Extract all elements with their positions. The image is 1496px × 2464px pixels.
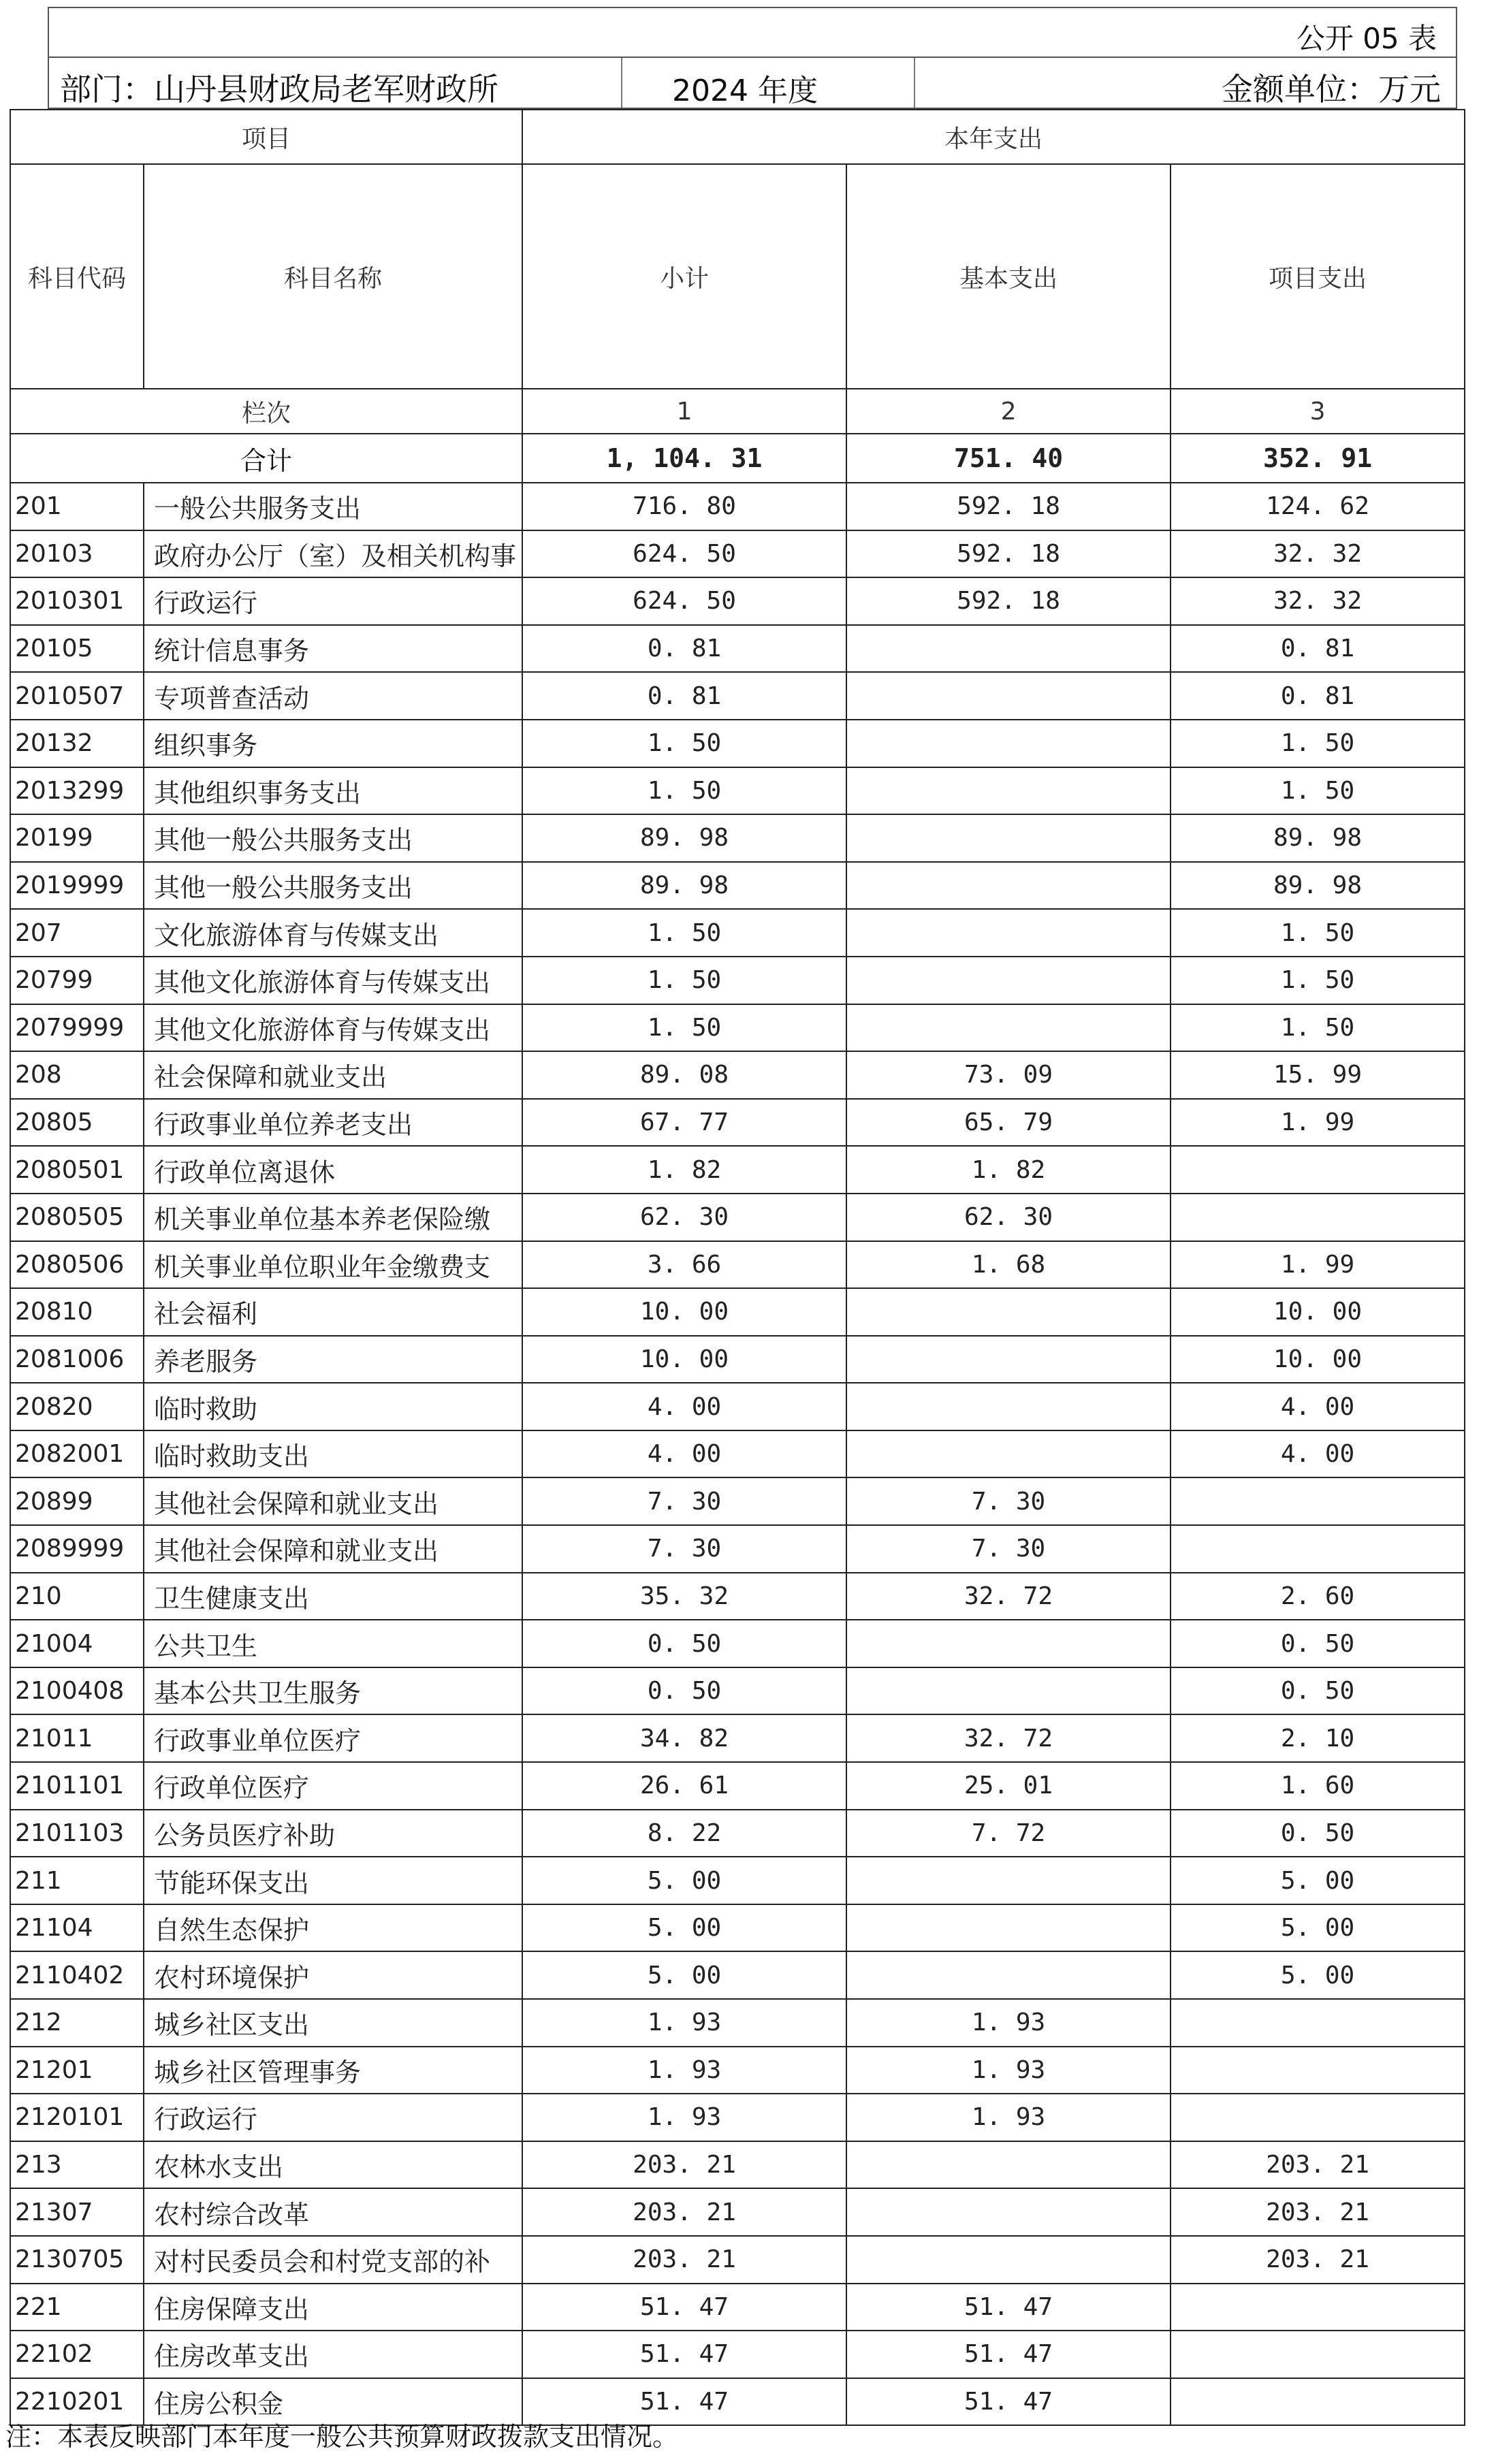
subject-code-cell: 221 [10, 2284, 144, 2331]
subject-name-cell: 公共卫生 [144, 1620, 522, 1667]
subtotal-cell: 1. 50 [522, 909, 846, 957]
table-row [10, 1383, 1465, 1430]
basic-expense-cell: 25. 01 [846, 1762, 1171, 1810]
basic-expense-cell: 592. 18 [846, 577, 1171, 625]
project-expense-cell [1171, 1525, 1465, 1573]
project-expense-cell: 32. 32 [1171, 530, 1465, 578]
table-row [10, 530, 1465, 578]
project-expense-cell: 5. 00 [1171, 1951, 1465, 1999]
subject-code-cell: 2080506 [10, 1241, 144, 1289]
basic-expense-cell [846, 2236, 1171, 2284]
subtotal-cell: 26. 61 [522, 1762, 846, 1810]
subject-code-cell: 2081006 [10, 1336, 144, 1383]
project-expense-cell: 0. 50 [1171, 1810, 1465, 1857]
subject-code-cell: 212 [10, 1999, 144, 2047]
project-expense-cell: 32. 32 [1171, 577, 1465, 625]
basic-expense-cell [846, 1904, 1171, 1952]
subtotal-cell: 0. 50 [522, 1667, 846, 1715]
basic-expense-cell [846, 1430, 1171, 1478]
project-expense-cell [1171, 2331, 1465, 2378]
subtotal-cell: 1. 50 [522, 1004, 846, 1052]
subject-code-cell: 20199 [10, 814, 144, 862]
project-expense-cell: 1. 99 [1171, 1099, 1465, 1147]
subject-code-cell: 2080505 [10, 1194, 144, 1241]
project-expense-cell: 1. 50 [1171, 957, 1465, 1004]
subtotal-cell: 203. 21 [522, 2188, 846, 2236]
table-row [10, 483, 1465, 530]
basic-expense-cell: 1. 82 [846, 1146, 1171, 1194]
subject-name-cell: 其他组织事务支出 [144, 767, 522, 815]
table-row [10, 1714, 1465, 1762]
total-subtotal: 1, 104. 31 [522, 434, 846, 483]
subject-code-cell: 20899 [10, 1477, 144, 1525]
subtotal-cell: 35. 32 [522, 1573, 846, 1620]
table-row [10, 2331, 1465, 2378]
basic-expense-cell: 1. 93 [846, 1999, 1171, 2047]
project-expense-cell: 0. 81 [1171, 672, 1465, 720]
project-expense-cell: 10. 00 [1171, 1288, 1465, 1336]
subject-name-cell: 对村民委员会和村党支部的补 [144, 2236, 522, 2284]
project-expense-cell [1171, 1194, 1465, 1241]
subject-code-cell: 213 [10, 2141, 144, 2189]
subject-code-cell: 2019999 [10, 862, 144, 910]
subject-name-cell: 文化旅游体育与传媒支出 [144, 909, 522, 957]
subject-name-cell: 住房公积金 [144, 2378, 522, 2426]
project-expense-cell: 15. 99 [1171, 1051, 1465, 1099]
subject-name-cell: 城乡社区支出 [144, 1999, 522, 2047]
column-index-label: 栏次 [10, 389, 522, 434]
subject-code-header: 科目代码 [10, 164, 144, 389]
basic-expense-cell: 1. 68 [846, 1241, 1171, 1289]
project-expense-cell: 10. 00 [1171, 1336, 1465, 1383]
basic-expense-cell [846, 767, 1171, 815]
basic-expense-cell: 51. 47 [846, 2378, 1171, 2426]
subject-code-cell: 2210201 [10, 2378, 144, 2426]
project-expense-cell: 5. 00 [1171, 1857, 1465, 1904]
basic-expense-cell: 1. 93 [846, 2047, 1171, 2094]
basic-expense-cell [846, 1383, 1171, 1430]
subtotal-cell: 1. 93 [522, 1999, 846, 2047]
project-expense-header: 项目支出 [1171, 164, 1465, 389]
project-expense-cell [1171, 2094, 1465, 2141]
table-row [10, 1430, 1465, 1478]
total-project: 352. 91 [1171, 434, 1465, 483]
subject-code-cell: 21004 [10, 1620, 144, 1667]
table-row [10, 1146, 1465, 1194]
column-index-3: 3 [1171, 389, 1465, 434]
table-row [10, 1477, 1465, 1525]
project-expense-cell: 0. 81 [1171, 625, 1465, 673]
subtotal-cell: 51. 47 [522, 2284, 846, 2331]
subject-name-cell: 城乡社区管理事务 [144, 2047, 522, 2094]
table-row [10, 1857, 1465, 1904]
basic-expense-cell [846, 1857, 1171, 1904]
table-row [10, 1810, 1465, 1857]
subtotal-cell: 203. 21 [522, 2141, 846, 2189]
project-expense-cell [1171, 2047, 1465, 2094]
table-row [10, 957, 1465, 1004]
subject-name-cell: 其他文化旅游体育与传媒支出 [144, 1004, 522, 1052]
subject-code-cell: 2100408 [10, 1667, 144, 1715]
project-expense-cell [1171, 1477, 1465, 1525]
subject-code-cell: 2101103 [10, 1810, 144, 1857]
column-index-2: 2 [846, 389, 1171, 434]
table-row [10, 862, 1465, 910]
subject-name-cell: 机关事业单位职业年金缴费支 [144, 1241, 522, 1289]
basic-expense-cell [846, 2141, 1171, 2189]
table-row [10, 1099, 1465, 1147]
basic-expense-cell [846, 1004, 1171, 1052]
table-row [10, 1241, 1465, 1289]
basic-expense-cell: 1. 93 [846, 2094, 1171, 2141]
subject-name-cell: 社会福利 [144, 1288, 522, 1336]
subject-name-cell: 农村环境保护 [144, 1951, 522, 1999]
subject-name-cell: 自然生态保护 [144, 1904, 522, 1952]
subtotal-cell: 34. 82 [522, 1714, 846, 1762]
basic-expense-cell: 32. 72 [846, 1573, 1171, 1620]
subject-code-cell: 2013299 [10, 767, 144, 815]
subject-code-cell: 20105 [10, 625, 144, 673]
table-row [10, 625, 1465, 673]
basic-expense-cell: 7. 30 [846, 1477, 1171, 1525]
column-index-row [10, 389, 1465, 434]
project-expense-cell: 1. 99 [1171, 1241, 1465, 1289]
subject-name-cell: 行政单位医疗 [144, 1762, 522, 1810]
subtotal-cell: 716. 80 [522, 483, 846, 530]
basic-expense-cell: 65. 79 [846, 1099, 1171, 1147]
divider [621, 58, 622, 108]
subject-code-cell: 20132 [10, 720, 144, 767]
subject-code-cell: 2082001 [10, 1430, 144, 1478]
subject-code-cell: 2101101 [10, 1762, 144, 1810]
department-label: 部门：山丹县财政局老军财政所 [60, 71, 498, 108]
subtotal-cell: 624. 50 [522, 530, 846, 578]
subject-name-cell: 专项普查活动 [144, 672, 522, 720]
subject-code-cell: 2110402 [10, 1951, 144, 1999]
basic-expense-cell: 73. 09 [846, 1051, 1171, 1099]
subject-name-cell: 行政事业单位医疗 [144, 1714, 522, 1762]
table-row [10, 1336, 1465, 1383]
subject-name-cell: 其他社会保障和就业支出 [144, 1477, 522, 1525]
table-row [10, 1904, 1465, 1952]
subject-name-cell: 卫生健康支出 [144, 1573, 522, 1620]
subtotal-cell: 1. 50 [522, 957, 846, 1004]
subject-code-cell: 20799 [10, 957, 144, 1004]
project-expense-cell: 203. 21 [1171, 2188, 1465, 2236]
table-row [10, 672, 1465, 720]
subject-name-cell: 基本公共卫生服务 [144, 1667, 522, 1715]
table-code: 公开 05 表 [1296, 22, 1437, 55]
subject-name-cell: 农村综合改革 [144, 2188, 522, 2236]
project-expense-cell: 1. 50 [1171, 720, 1465, 767]
subtotal-cell: 4. 00 [522, 1430, 846, 1478]
project-expense-cell: 89. 98 [1171, 862, 1465, 910]
project-expense-cell: 89. 98 [1171, 814, 1465, 862]
subtotal-cell: 1. 82 [522, 1146, 846, 1194]
table-info-bar [48, 58, 1457, 109]
table-row [10, 1525, 1465, 1573]
basic-expense-cell [846, 1951, 1171, 1999]
subject-name-cell: 节能环保支出 [144, 1857, 522, 1904]
subject-code-cell: 2089999 [10, 1525, 144, 1573]
subtotal-cell: 10. 00 [522, 1288, 846, 1336]
basic-expense-cell: 7. 30 [846, 1525, 1171, 1573]
project-expense-cell: 0. 50 [1171, 1620, 1465, 1667]
project-expense-cell [1171, 2284, 1465, 2331]
subject-code-cell: 20820 [10, 1383, 144, 1430]
basic-expense-cell [846, 625, 1171, 673]
basic-expense-cell [846, 2188, 1171, 2236]
subtotal-cell: 62. 30 [522, 1194, 846, 1241]
table-row [10, 814, 1465, 862]
subtotal-header: 小计 [522, 164, 846, 389]
table-row [10, 1573, 1465, 1620]
subtotal-cell: 1. 93 [522, 2047, 846, 2094]
subject-code-cell: 21104 [10, 1904, 144, 1952]
project-expense-cell: 2. 10 [1171, 1714, 1465, 1762]
project-expense-cell: 5. 00 [1171, 1904, 1465, 1952]
table-row [10, 2188, 1465, 2236]
table-row [10, 767, 1465, 815]
subtotal-cell: 5. 00 [522, 1857, 846, 1904]
fiscal-year: 2024 年度 [672, 74, 818, 108]
current-year-expense-header: 本年支出 [522, 110, 1465, 164]
expenditure-table [10, 109, 1465, 2426]
subject-code-cell: 21201 [10, 2047, 144, 2094]
basic-expense-cell [846, 814, 1171, 862]
subject-code-cell: 2130705 [10, 2236, 144, 2284]
subheader-row [10, 164, 1465, 389]
subtotal-cell: 624. 50 [522, 577, 846, 625]
subject-name-cell: 其他文化旅游体育与传媒支出 [144, 957, 522, 1004]
amount-unit: 金额单位：万元 [1222, 71, 1441, 108]
subject-name-header: 科目名称 [144, 164, 522, 389]
item-header: 项目 [10, 110, 522, 164]
project-expense-cell: 2. 60 [1171, 1573, 1465, 1620]
basic-expense-cell [846, 672, 1171, 720]
subject-name-cell: 组织事务 [144, 720, 522, 767]
table-note: 注：本表反映部门本年度一般公共预算财政拨款支出情况。 [5, 2422, 679, 2452]
project-expense-cell [1171, 2378, 1465, 2426]
subject-name-cell: 政府办公厅（室）及相关机构事 [144, 530, 522, 578]
subtotal-cell: 89. 98 [522, 814, 846, 862]
table-code-bar [48, 7, 1457, 58]
total-basic: 751. 40 [846, 434, 1171, 483]
subtotal-cell: 5. 00 [522, 1904, 846, 1952]
subtotal-cell: 1. 50 [522, 767, 846, 815]
subject-name-cell: 行政运行 [144, 577, 522, 625]
basic-expense-cell: 592. 18 [846, 483, 1171, 530]
table-row [10, 577, 1465, 625]
subtotal-cell: 7. 30 [522, 1525, 846, 1573]
table-row [10, 2236, 1465, 2284]
subject-code-cell: 207 [10, 909, 144, 957]
divider [914, 58, 915, 108]
basic-expense-cell: 51. 47 [846, 2284, 1171, 2331]
subject-code-cell: 2079999 [10, 1004, 144, 1052]
project-expense-cell: 4. 00 [1171, 1430, 1465, 1478]
subject-code-cell: 211 [10, 1857, 144, 1904]
subject-name-cell: 临时救助 [144, 1383, 522, 1430]
subject-code-cell: 22102 [10, 2331, 144, 2378]
project-expense-cell: 4. 00 [1171, 1383, 1465, 1430]
subtotal-cell: 51. 47 [522, 2378, 846, 2426]
basic-expense-cell [846, 862, 1171, 910]
subject-code-cell: 21307 [10, 2188, 144, 2236]
table-row [10, 1762, 1465, 1810]
project-expense-cell: 203. 21 [1171, 2236, 1465, 2284]
basic-expense-cell: 7. 72 [846, 1810, 1171, 1857]
column-index-1: 1 [522, 389, 846, 434]
subject-name-cell: 一般公共服务支出 [144, 483, 522, 530]
subtotal-cell: 10. 00 [522, 1336, 846, 1383]
subtotal-cell: 0. 81 [522, 625, 846, 673]
subject-code-cell: 20810 [10, 1288, 144, 1336]
header-row [10, 110, 1465, 164]
subtotal-cell: 3. 66 [522, 1241, 846, 1289]
subject-name-cell: 其他一般公共服务支出 [144, 814, 522, 862]
table-row [10, 2284, 1465, 2331]
subject-name-cell: 住房保障支出 [144, 2284, 522, 2331]
table-row [10, 2141, 1465, 2189]
table-row [10, 720, 1465, 767]
subtotal-cell: 7. 30 [522, 1477, 846, 1525]
basic-expense-header: 基本支出 [846, 164, 1171, 389]
subject-code-cell: 20103 [10, 530, 144, 578]
subject-code-cell: 201 [10, 483, 144, 530]
subtotal-cell: 5. 00 [522, 1951, 846, 1999]
project-expense-cell: 1. 50 [1171, 767, 1465, 815]
table-row [10, 1004, 1465, 1052]
table-row [10, 1999, 1465, 2047]
table-row [10, 1194, 1465, 1241]
table-row [10, 1051, 1465, 1099]
subject-name-cell: 住房改革支出 [144, 2331, 522, 2378]
basic-expense-cell: 51. 47 [846, 2331, 1171, 2378]
subtotal-cell: 0. 50 [522, 1620, 846, 1667]
subject-code-cell: 20805 [10, 1099, 144, 1147]
subject-name-cell: 公务员医疗补助 [144, 1810, 522, 1857]
basic-expense-cell [846, 1336, 1171, 1383]
subject-name-cell: 养老服务 [144, 1336, 522, 1383]
subject-code-cell: 2010301 [10, 577, 144, 625]
subtotal-cell: 4. 00 [522, 1383, 846, 1430]
subject-code-cell: 210 [10, 1573, 144, 1620]
subtotal-cell: 51. 47 [522, 2331, 846, 2378]
subject-name-cell: 临时救助支出 [144, 1430, 522, 1478]
subtotal-cell: 8. 22 [522, 1810, 846, 1857]
subject-code-cell: 2080501 [10, 1146, 144, 1194]
subtotal-cell: 1. 93 [522, 2094, 846, 2141]
subject-code-cell: 2120101 [10, 2094, 144, 2141]
project-expense-cell: 1. 50 [1171, 909, 1465, 957]
project-expense-cell: 124. 62 [1171, 483, 1465, 530]
subject-name-cell: 农林水支出 [144, 2141, 522, 2189]
project-expense-cell: 1. 50 [1171, 1004, 1465, 1052]
project-expense-cell [1171, 1999, 1465, 2047]
basic-expense-cell [846, 720, 1171, 767]
subtotal-cell: 0. 81 [522, 672, 846, 720]
table-row [10, 2047, 1465, 2094]
subject-name-cell: 其他社会保障和就业支出 [144, 1525, 522, 1573]
subtotal-cell: 1. 50 [522, 720, 846, 767]
basic-expense-cell [846, 909, 1171, 957]
subject-name-cell: 社会保障和就业支出 [144, 1051, 522, 1099]
basic-expense-cell: 62. 30 [846, 1194, 1171, 1241]
subject-name-cell: 行政运行 [144, 2094, 522, 2141]
basic-expense-cell [846, 1288, 1171, 1336]
total-label: 合计 [10, 434, 522, 483]
subtotal-cell: 67. 77 [522, 1099, 846, 1147]
subject-name-cell: 机关事业单位基本养老保险缴 [144, 1194, 522, 1241]
subject-name-cell: 行政事业单位养老支出 [144, 1099, 522, 1147]
subtotal-cell: 203. 21 [522, 2236, 846, 2284]
table-row [10, 2094, 1465, 2141]
table-row [10, 1288, 1465, 1336]
subtotal-cell: 89. 08 [522, 1051, 846, 1099]
basic-expense-cell: 592. 18 [846, 530, 1171, 578]
subject-code-cell: 2010507 [10, 672, 144, 720]
subject-name-cell: 其他一般公共服务支出 [144, 862, 522, 910]
table-row [10, 1620, 1465, 1667]
table-row [10, 909, 1465, 957]
basic-expense-cell [846, 957, 1171, 1004]
subject-code-cell: 208 [10, 1051, 144, 1099]
basic-expense-cell [846, 1620, 1171, 1667]
basic-expense-cell: 32. 72 [846, 1714, 1171, 1762]
table-row [10, 1667, 1465, 1715]
table-row [10, 1951, 1465, 1999]
subject-name-cell: 统计信息事务 [144, 625, 522, 673]
project-expense-cell [1171, 1146, 1465, 1194]
subject-name-cell: 行政单位离退休 [144, 1146, 522, 1194]
subtotal-cell: 89. 98 [522, 862, 846, 910]
project-expense-cell: 0. 50 [1171, 1667, 1465, 1715]
subject-code-cell: 21011 [10, 1714, 144, 1762]
total-row [10, 434, 1465, 483]
project-expense-cell: 1. 60 [1171, 1762, 1465, 1810]
project-expense-cell: 203. 21 [1171, 2141, 1465, 2189]
basic-expense-cell [846, 1667, 1171, 1715]
